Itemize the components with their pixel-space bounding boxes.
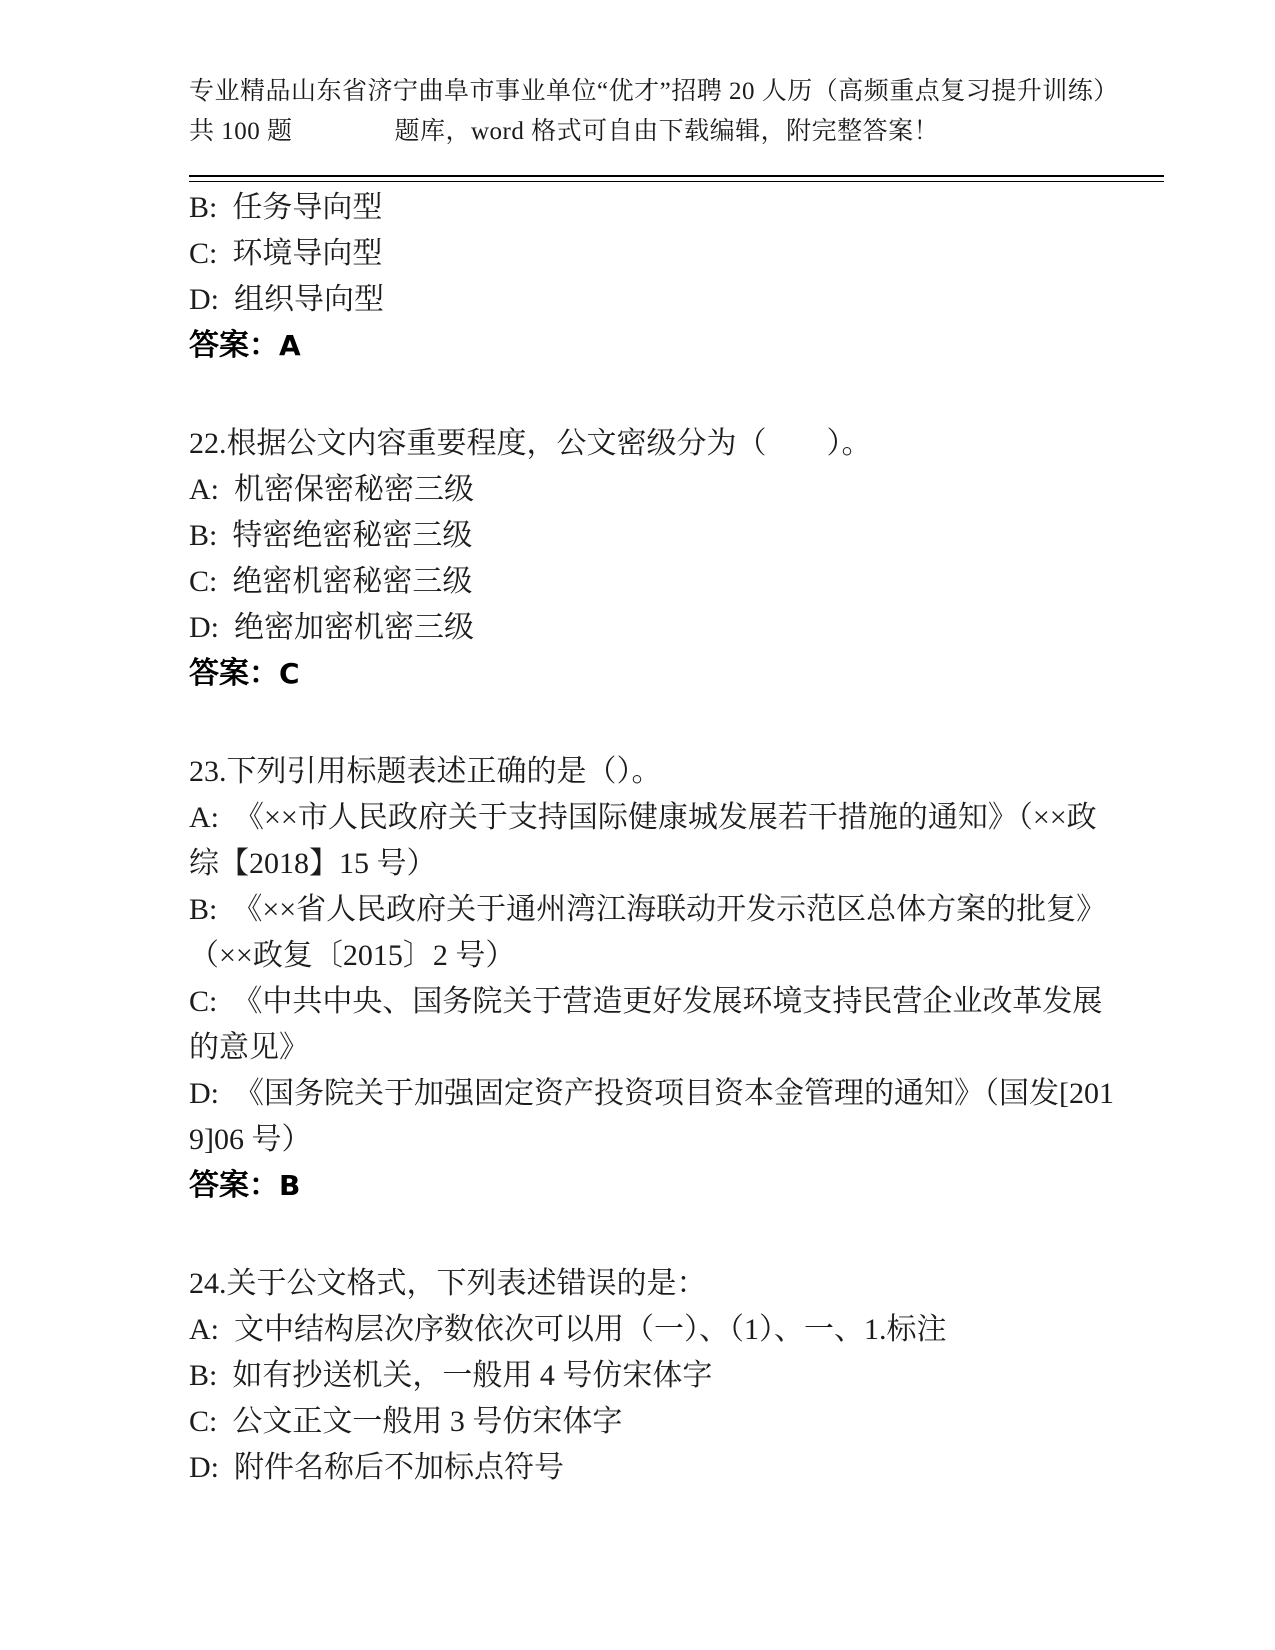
option-line: D: 《国务院关于加强固定资产投资项目资本金管理的通知》（国发[2019]06 号） (189, 1077, 1114, 1156)
option-line: C: 《中共中央、国务院关于营造更好发展环境支持民营企业改革发展的意见》 (189, 985, 1103, 1064)
option-line: C: 绝密机密秘密三级 (189, 565, 473, 598)
question-stem: 24.关于公文格式，下列表述错误的是： (189, 1267, 707, 1300)
answer-line (189, 1163, 1119, 1209)
question-block (189, 185, 1119, 369)
answer-line (189, 651, 1119, 697)
option-line: C: 环境导向型 (189, 237, 383, 270)
option-line: D: 附件名称后不加标点符号 (189, 1451, 564, 1484)
page-header-text: 专业精品山东省济宁曲阜市事业单位“优才”招聘 20 人历（高频重点复习提升训练）共 100 题 题库，word 格式可自由下载编辑，附完整答案！ (189, 78, 1107, 145)
answer-value: C (279, 657, 300, 690)
question-block (189, 421, 1119, 697)
question-block (189, 749, 1119, 1209)
option-line: B: 任务导向型 (189, 191, 383, 224)
header-divider-line (189, 175, 1164, 182)
option-line: B: 如有抄送机关，一般用 4 号仿宋体字 (189, 1359, 713, 1392)
answer-line (189, 323, 1119, 369)
option-line: A: 文中结构层次序数依次可以用（一）、（1）、一、1.标注 (189, 1313, 947, 1346)
answer-value: B (279, 1169, 301, 1202)
questions-area (189, 185, 1119, 1491)
option-line: B: 特密绝密秘密三级 (189, 519, 473, 552)
option-line: D: 组织导向型 (189, 283, 384, 316)
option-line: A: 《××市人民政府关于支持国际健康城发展若干措施的通知》（××政综【2018】15 号） (189, 801, 1097, 880)
question-stem: 22.根据公文内容重要程度，公文密级分为（ ）。 (189, 427, 872, 460)
option-line: A: 机密保密秘密三级 (189, 473, 474, 506)
option-line: B: 《××省人民政府关于通州湾江海联动开发示范区总体方案的批复》（××政复〔2015〕2 号） (189, 893, 1107, 972)
answer-value: A (279, 329, 301, 362)
answer-label: 答案： (189, 329, 279, 362)
question-stem: 23.下列引用标题表述正确的是（）。 (189, 755, 662, 788)
option-line: D: 绝密加密机密三级 (189, 611, 474, 644)
answer-label: 答案： (189, 1169, 279, 1202)
option-line: C: 公文正文一般用 3 号仿宋体字 (189, 1405, 623, 1438)
question-block (189, 1261, 1119, 1491)
answer-label: 答案： (189, 657, 279, 690)
